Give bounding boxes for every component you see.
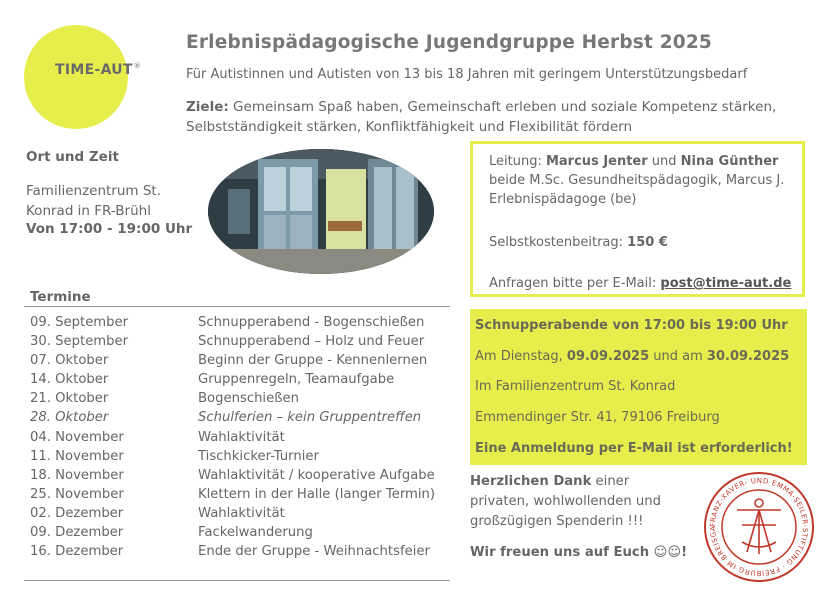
schedule-event: Klettern in der Halle (langer Termin) [198, 486, 436, 502]
schedule-event: Gruppenregeln, Teamaufgabe [198, 372, 395, 388]
schedule-date: 09. September [30, 315, 129, 330]
schedule-date: 16. Dezember [30, 544, 124, 560]
trial-place: Im Familienzentrum St. Konrad [475, 379, 676, 394]
schedule-event: Fackelwanderung [198, 525, 313, 541]
schedule-date: 30. September [30, 334, 129, 350]
schedule-date: 04. November [30, 429, 124, 445]
place-time-heading: Ort und Zeit [26, 149, 119, 165]
divider [24, 306, 450, 307]
schedule-event: Schnupperabend – Holz und Feuer [198, 334, 425, 350]
schedule-event: Ende der Gruppe - Weihnachtsfeier [198, 544, 430, 560]
schedule-heading: Termine [30, 289, 91, 305]
schedule-event: Wahlaktivität / kooperative Aufgabe [198, 467, 435, 483]
fee-line: Selbstkostenbeitrag: 150 € [489, 235, 668, 250]
page-title: Erlebnispädagogische Jugendgruppe Herbst 2025 [186, 32, 712, 53]
info-box [470, 141, 805, 297]
contact-line: Anfragen bitte per E-Mail: post@time-aut.de [489, 276, 792, 291]
schedule-event: Schulferien – kein Gruppentreffen [198, 410, 422, 426]
subtitle: Für Autistinnen und Autisten von 13 bis 18 Jahren mit geringem Unterstützungsbedarf [186, 67, 748, 82]
goals-text: Ziele: Gemeinsam Spaß haben, Gemeinschaft erleben und soziale Kompetenz stärken, Selbstständigkeit stärken, Konfliktfähigkeit und Flexibilität fördern [186, 99, 777, 135]
schedule-date: 11. November [30, 448, 124, 464]
svg-text:FRANZ-XAVER- UND EMMA-SEILER-S: FRANZ-XAVER- UND EMMA-SEILER-STIFTUNG · FREIBURG IM BREISGA [708, 476, 810, 578]
trial-address: Emmendinger Str. 41, 79106 Freiburg [475, 410, 720, 425]
trial-dates: Am Dienstag, 09.09.2025 und am 30.09.2025 [475, 349, 790, 364]
schedule-date: 09. Dezember [30, 525, 124, 541]
schedule-event: Beginn der Gruppe - Kennenlernen [198, 353, 428, 369]
schedule-event: Wahlaktivität [198, 505, 285, 521]
trial-heading: Schnupperabende von 17:00 bis 19:00 Uhr [475, 318, 788, 333]
schedule-date: 02. Dezember [30, 505, 124, 521]
lead-qualification-2: Erlebnispädagoge (be) [489, 192, 637, 207]
schedule-date: 14. Oktober [30, 372, 109, 388]
email-link[interactable]: post@time-aut.de [660, 276, 792, 291]
lead-qualification: beide M.Sc. Gesundheitspädagogik, Marcus J. [489, 173, 785, 188]
place-text: Familienzentrum St. Konrad in FR-Brühl [26, 183, 162, 219]
schedule-date: 18. November [30, 467, 124, 483]
schedule-date: 25. November [30, 486, 124, 502]
schedule-event: Tischkicker-Turnier [198, 448, 319, 464]
building-entrance-photo [208, 149, 434, 274]
schedule-date: 07. Oktober [30, 353, 109, 369]
foundation-seal-icon [702, 470, 816, 584]
schedule-date: 28. Oktober [30, 410, 109, 426]
logo: TIME-AUT® [55, 62, 142, 78]
lead-line: Leitung: Marcus Jenter und Nina Günther [489, 154, 779, 169]
closing-text: Wir freuen uns auf Euch ☺☺! [470, 545, 688, 560]
divider [24, 580, 450, 581]
schedule-event: Wahlaktivität [198, 429, 285, 445]
trial-evenings-box [470, 309, 807, 465]
trial-registration: Eine Anmeldung per E-Mail ist erforderlich! [475, 441, 793, 456]
fee-value: 150 € [627, 235, 668, 250]
schedule-date: 21. Oktober [30, 391, 109, 407]
schedule-event: Bogenschießen [198, 391, 299, 407]
goals-label: Ziele: [186, 99, 229, 115]
schedule-event: Schnupperabend - Bogenschießen [198, 315, 425, 330]
time-text: Von 17:00 - 19:00 Uhr [26, 221, 193, 237]
thanks-text: Herzlichen Dank einer privaten, wohlwollenden und großzügigen Spenderin !!! [470, 474, 662, 529]
